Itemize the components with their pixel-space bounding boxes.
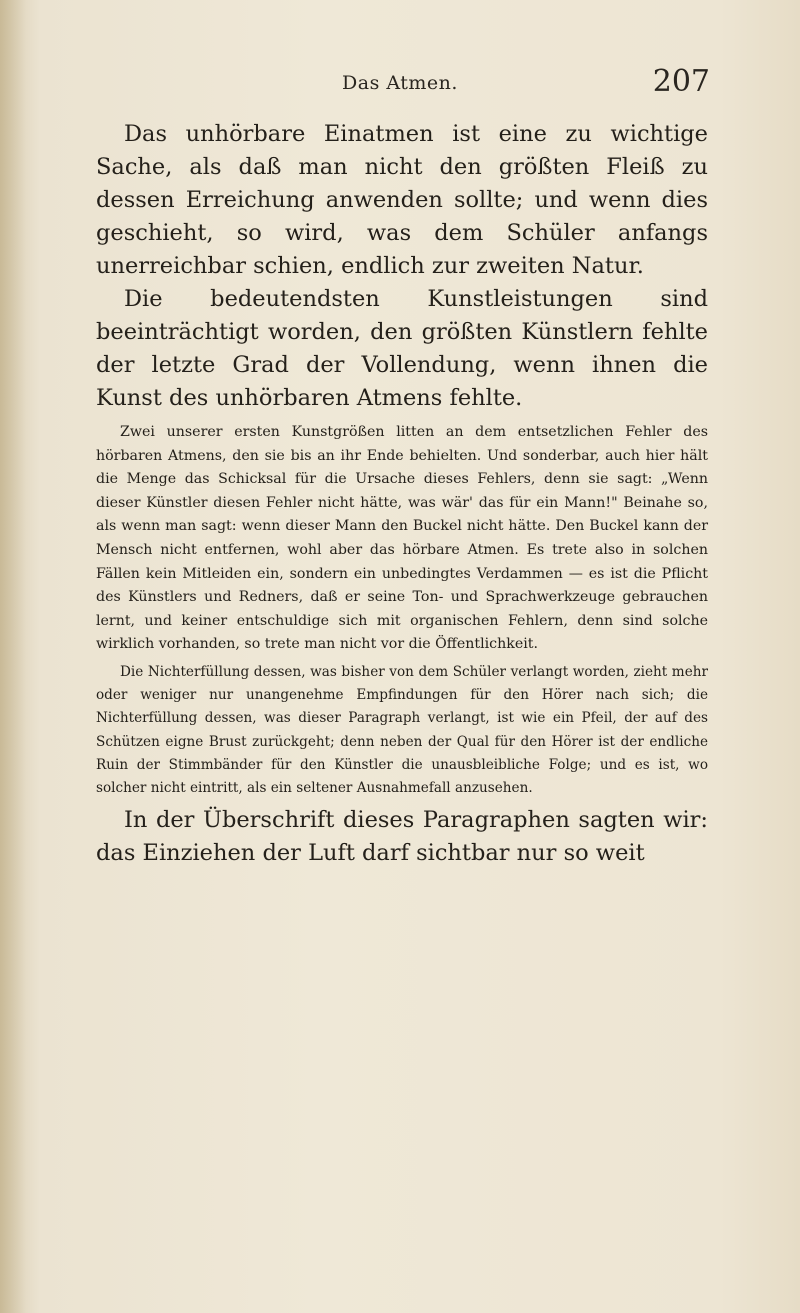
paragraph-4: Die Nichterfüllung dessen, was bisher von dem Schüler verlangt worden, zieht mehr oder weniger nur unangenehme Empfindungen für den Hörer nach sich; die Nichterfüllung dessen, was dieser Paragraph verlangt, ist wie ein Pfeil, der auf des Schützen eigne Brust zurückgeht; denn neben der Qual für den Hörer ist der endliche Ruin der Stimmbänder für den Künstler die unausbleibliche Folge; und es ist, wo solcher nicht eintritt, als ein seltener Ausnahmefall anzusehen.: [96, 663, 708, 796]
paragraph-5: In der Überschrift dieses Paragraphen sagten wir: das Einziehen der Luft darf sichtbar nur so weit: [96, 807, 708, 867]
page-edge-stain: [0, 0, 26, 1313]
body-text: [96, 118, 708, 870]
paragraph-1: Das unhörbare Einatmen ist eine zu wichtige Sache, als daß man nicht den größten Fleiß zu dessen Erreichung anwenden sollte; und wenn dies geschieht, so wird, was dem Schüler anfangs unerreichbar schien, endlich zur zweiten Natur.: [96, 121, 708, 279]
page-header: [90, 62, 710, 106]
paragraph-3: Zwei unserer ersten Kunstgrößen litten an dem entsetzlichen Fehler des hörbaren Atmens, den sie bis an ihr Ende behielten. Und sonderbar, auch hier hält die Menge das Schicksal für die Ursache dieses Fehlers, denn sie sagt: „Wenn dieser Künstler diesen Fehler nicht hätte, was wär' das für ein Mann!" Beinahe so, als wenn man sagt: wenn dieser Mann den Buckel nicht hätte. Den Buckel kann der Mensch nicht entfernen, wohl aber das hörbare Atmen. Es trete also in solchen Fällen kein Mitleiden ein, sondern ein unbedingtes Verdammen — es ist die Pflicht des Künstlers und Redners, daß er seine Ton- und Sprachwerkzeuge gebrauchen lernt, und keiner entschuldige sich mit organischen Fehlern, denn sind solche wirklich vorhanden, so trete man nicht vor die Öffentlichkeit.: [96, 424, 708, 653]
page-number: 207: [652, 64, 710, 99]
paragraph-2: Die bedeutendsten Kunstleistungen sind beeinträchtigt worden, den größten Künstlern fehlte der letzte Grad der Vollendung, wenn ihnen die Kunst des unhörbaren Atmens fehlte.: [96, 286, 708, 411]
running-title: Das Atmen.: [342, 72, 458, 94]
